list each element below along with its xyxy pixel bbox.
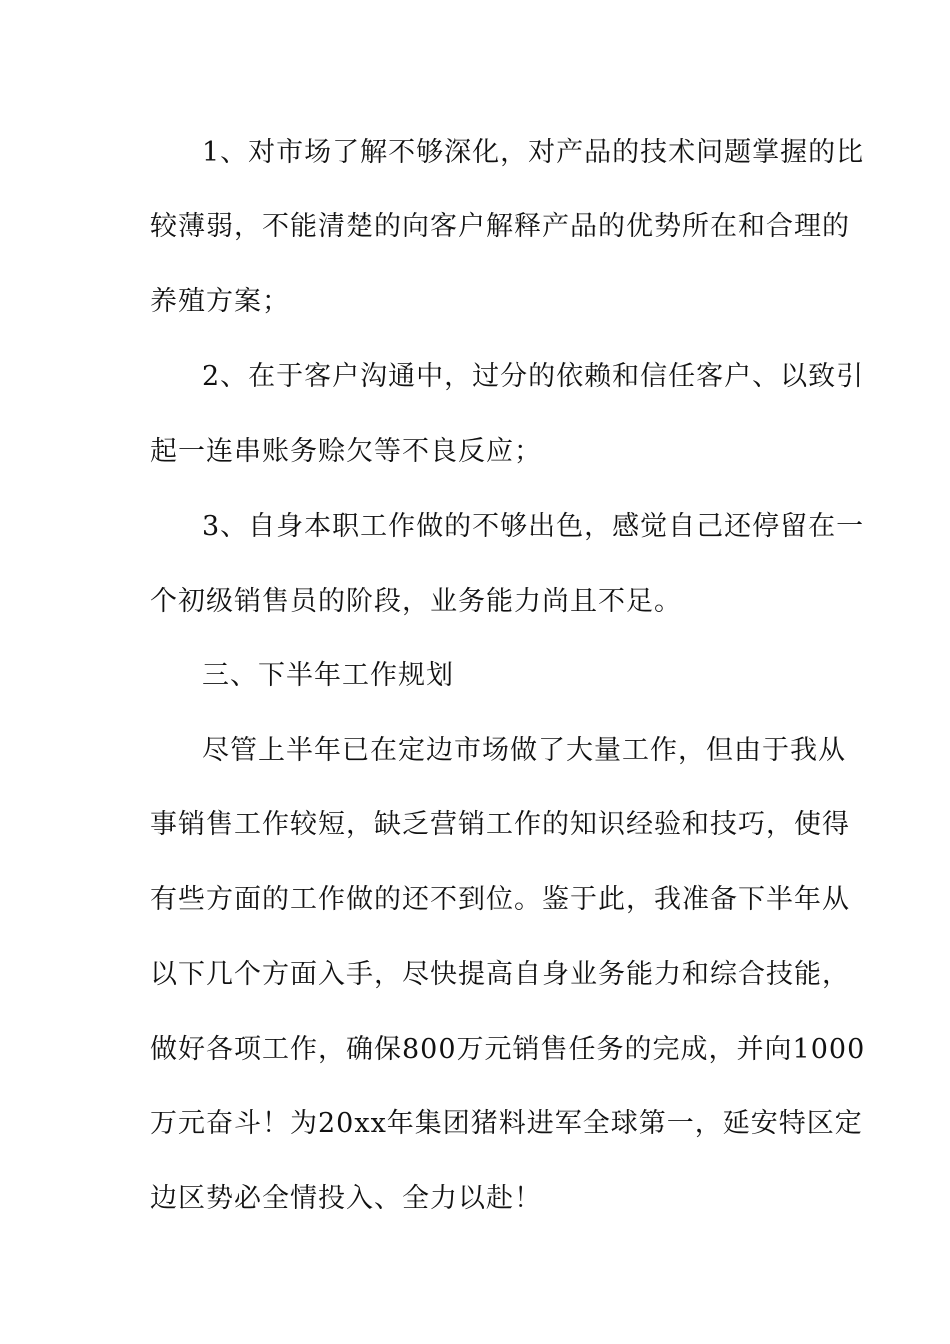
paragraph-line-4: 以下几个方面入手，尽快提高自身业务能力和综合技能， xyxy=(150,959,850,990)
paragraph-line-1: 尽管上半年已在定边市场做了大量工作，但由于我从 xyxy=(202,735,846,766)
item-3-line-1: 3、自身本职工作做的不够出色，感觉自己还停留在一 xyxy=(202,511,865,542)
item-1-line-3: 养殖方案； xyxy=(150,286,290,317)
item-2-line-1: 2、在于客户沟通中，过分的依赖和信任客户、以致引 xyxy=(202,361,865,392)
item-1-line-1: 1、对市场了解不够深化，对产品的技术问题掌握的比 xyxy=(202,137,865,168)
paragraph-line-2: 事销售工作较短，缺乏营销工作的知识经验和技巧，使得 xyxy=(150,809,850,840)
section-heading: 三、下半年工作规划 xyxy=(202,660,454,691)
paragraph-line-7: 边区势必全情投入、全力以赴！ xyxy=(150,1183,542,1214)
paragraph-line-6: 万元奋斗！为20xx年集团猪料进军全球第一，延安特区定 xyxy=(150,1108,863,1139)
item-1-line-2: 较薄弱，不能清楚的向客户解释产品的优势所在和合理的 xyxy=(150,211,850,242)
item-2-line-2: 起一连串账务赊欠等不良反应； xyxy=(150,436,542,467)
item-3-line-2: 个初级销售员的阶段，业务能力尚且不足。 xyxy=(150,586,682,617)
paragraph-line-5: 做好各项工作，确保800万元销售任务的完成，并向1000 xyxy=(150,1034,866,1065)
paragraph-line-3: 有些方面的工作做的还不到位。鉴于此，我准备下半年从 xyxy=(150,884,850,915)
